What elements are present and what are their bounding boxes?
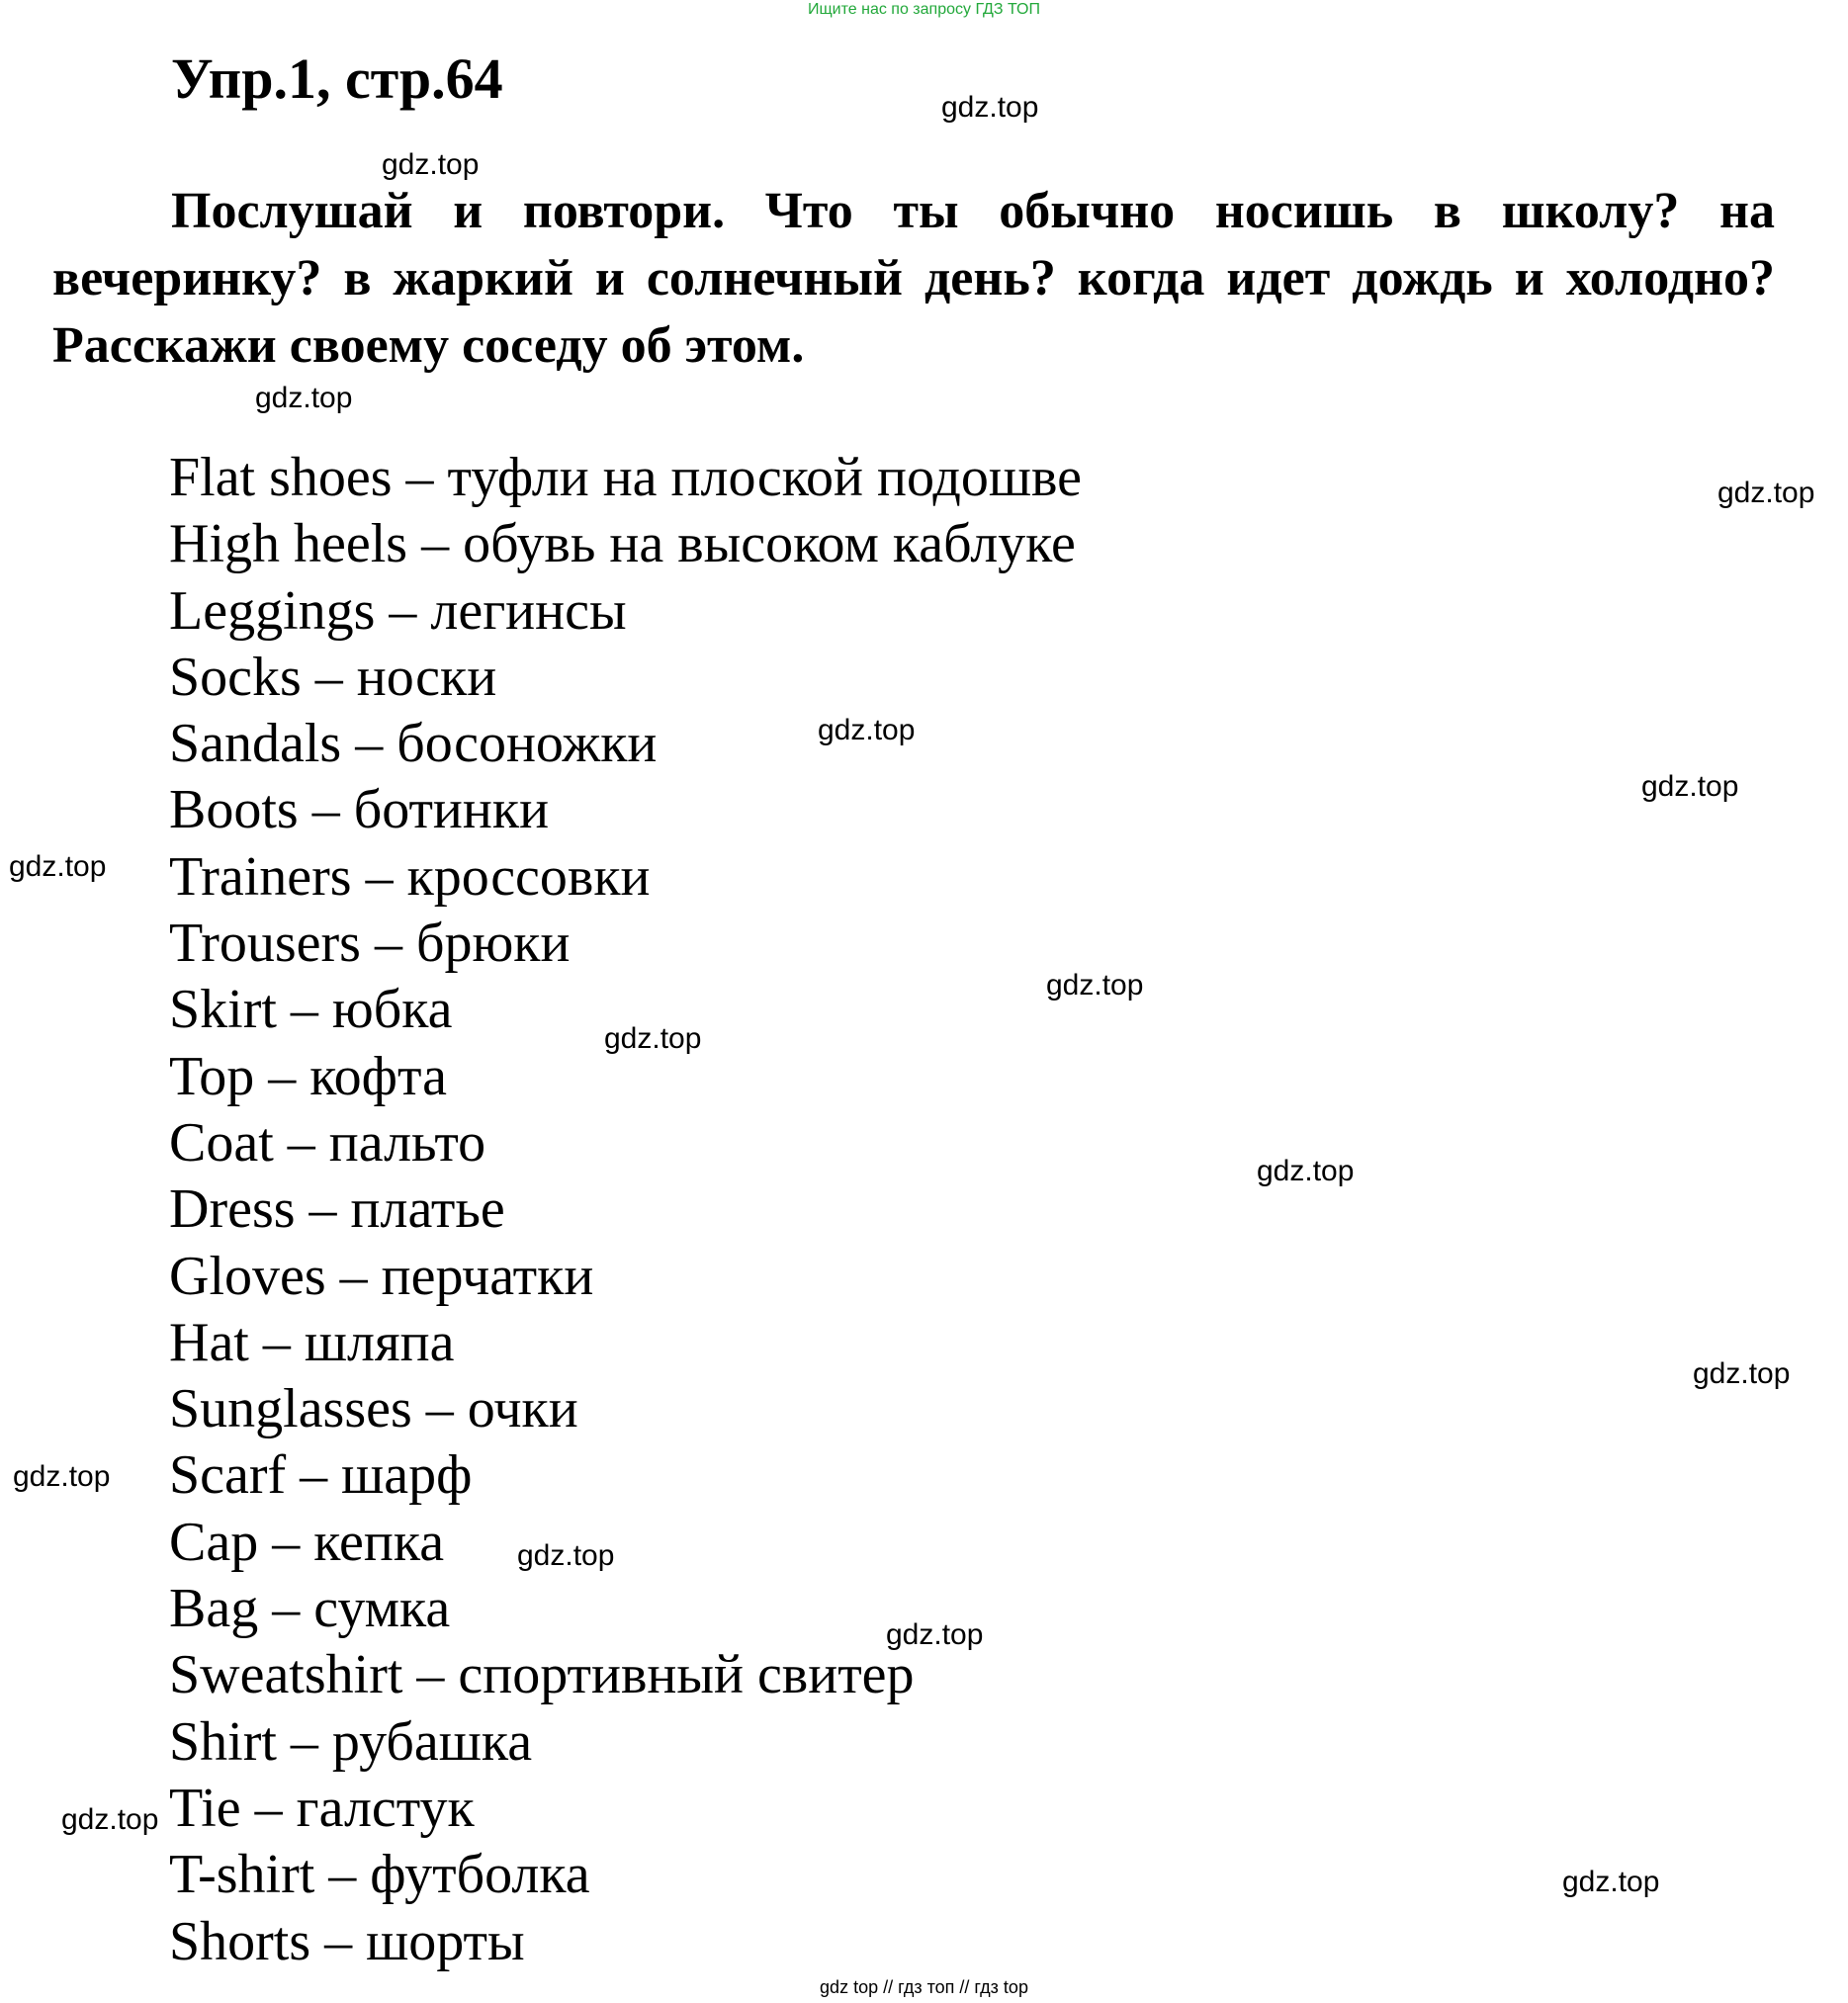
top-banner: Ищите нас по запросу ГДЗ ТОП xyxy=(808,1,1040,18)
vocabulary-item: Sunglasses – очки xyxy=(169,1378,578,1440)
vocabulary-item: Trousers – брюки xyxy=(169,913,571,975)
vocabulary-item: Shirt – рубашка xyxy=(169,1710,533,1773)
vocabulary-item: Gloves – перчатки xyxy=(169,1245,594,1307)
exercise-title: Упр.1, стр.64 xyxy=(171,46,503,111)
watermark: gdz.top xyxy=(517,1539,615,1572)
watermark: gdz.top xyxy=(1641,770,1739,803)
watermark: gdz.top xyxy=(886,1618,984,1651)
exercise-instruction: Послушай и повтори. Что ты обычно носишь в школу? на вечеринку? в жаркий и солнечный день? когда идет дождь и холодно? Расскажи своему соседу об этом. xyxy=(52,183,1775,374)
watermark: gdz.top xyxy=(941,91,1039,124)
vocabulary-item: Hat – шляпа xyxy=(169,1311,455,1373)
watermark: gdz.top xyxy=(1257,1155,1355,1187)
watermark: gdz.top xyxy=(255,382,353,414)
watermark: gdz.top xyxy=(9,850,107,883)
vocabulary-item: Trainers – кроссовки xyxy=(169,845,651,908)
watermark: gdz.top xyxy=(818,714,916,746)
vocabulary-item: Cap – кепка xyxy=(169,1511,445,1573)
vocabulary-item: High heels – обувь на высоком каблуке xyxy=(169,513,1076,575)
watermark: gdz.top xyxy=(1693,1357,1791,1390)
watermark: gdz.top xyxy=(1717,477,1815,509)
vocabulary-item: Dress – платье xyxy=(169,1178,505,1241)
vocabulary-item: Socks – носки xyxy=(169,646,497,708)
vocabulary-item: Bag – сумка xyxy=(169,1578,451,1640)
vocabulary-item: Flat shoes – туфли на плоской подошве xyxy=(169,447,1082,508)
vocabulary-item: Scarf – шарф xyxy=(169,1444,473,1507)
watermark: gdz.top xyxy=(61,1803,159,1836)
vocabulary-item: Sandals – босоножки xyxy=(169,713,658,775)
vocabulary-item: Sweatshirt – спортивный свитер xyxy=(169,1644,915,1706)
watermark: gdz.top xyxy=(1562,1866,1660,1898)
vocabulary-item: Top – кофта xyxy=(169,1045,447,1107)
vocabulary-item: Boots – ботинки xyxy=(169,779,550,841)
footer-watermark: gdz top // гдз топ // гдз top xyxy=(820,1977,1028,1997)
vocabulary-item: Tie – галстук xyxy=(169,1777,475,1839)
watermark: gdz.top xyxy=(1046,969,1144,1002)
vocabulary-item: Shorts – шорты xyxy=(169,1910,525,1972)
watermark: gdz.top xyxy=(382,148,480,181)
vocabulary-item: T-shirt – футболка xyxy=(169,1844,590,1906)
vocabulary-item: Leggings – легинсы xyxy=(169,579,627,642)
vocabulary-item: Skirt – юбка xyxy=(169,979,453,1041)
vocabulary-list xyxy=(169,445,1082,1975)
vocabulary-item: Coat – пальто xyxy=(169,1111,486,1174)
watermark: gdz.top xyxy=(13,1460,111,1493)
watermark: gdz.top xyxy=(604,1022,702,1055)
